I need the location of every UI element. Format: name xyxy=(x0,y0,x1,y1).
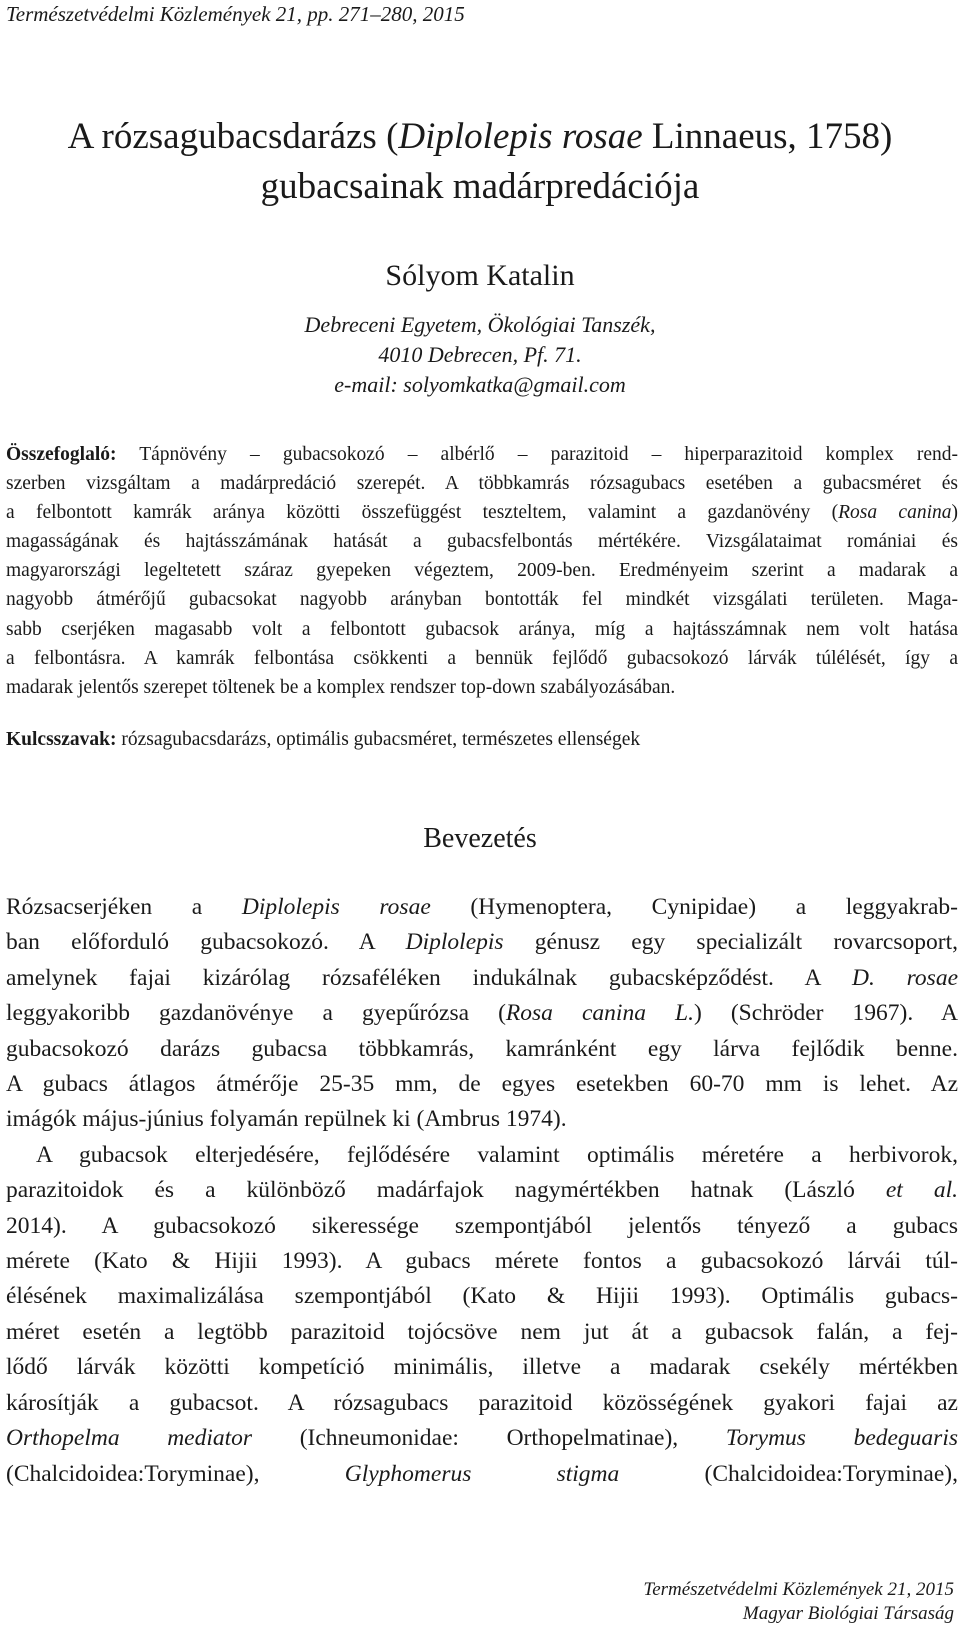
body-line xyxy=(6,890,958,925)
body-line xyxy=(6,961,958,996)
body-line xyxy=(6,1173,958,1208)
genus-name: Diplolepis xyxy=(405,929,504,956)
abstract-line xyxy=(6,498,958,527)
species-name: Glyphomerus stigma xyxy=(344,1460,620,1487)
abstract-label: Összefoglaló: xyxy=(6,444,117,465)
title-line-1 xyxy=(0,112,960,162)
body-text-run: ban előforduló gubacsokozó. A xyxy=(6,929,406,956)
title-text: A rózsagubacsdarázs ( xyxy=(67,116,399,157)
abstract-line xyxy=(6,440,958,469)
species-name: Rosa canina L. xyxy=(505,1000,694,1027)
title-species-name: Diplolepis rosae xyxy=(398,116,643,157)
body-line: lődő lárvák közötti kompetíció minimális, illetve a madarak csekély mértékben xyxy=(6,1354,958,1381)
body-text-run: (Hymenoptera, Cynipidae) a leggyakrab- xyxy=(430,894,958,920)
author-name: Sólyom Katalin xyxy=(385,259,575,292)
body-text-run: (Chalcidoidea:Toryminae), xyxy=(619,1460,958,1487)
abstract-species-name: Rosa canina xyxy=(838,502,952,524)
affiliation-line-2: 4010 Debrecen, Pf. 71. xyxy=(378,342,582,367)
abstract-line: magasságának és hajtásszámának hatását a gubacsfelbontás mértékére. Vizsgálataimat romániai és xyxy=(6,531,958,553)
body-text-run: (Chalcidoidea:Toryminae), xyxy=(6,1460,345,1487)
affiliation-line-1: Debreceni Egyetem, Ökológiai Tanszék, xyxy=(304,312,656,337)
body-line: gubacsokozó darázs gubacsa többkamrás, kamránként egy lárva fejlődik benne. xyxy=(6,1035,958,1062)
body-line: károsítják a gubacsot. A rózsagubacs parazitoid közösségének gyakori fajai az xyxy=(6,1389,958,1416)
body-text-run: leggyakoribb gazdanövénye a gyepűrózsa ( xyxy=(6,1000,506,1027)
body-line: méret esetén a legtöbb parazitoid tojócsöve nem jut át a gubacsok falán, a fej- xyxy=(6,1318,958,1345)
abstract-line: szerben vizsgáltam a madárpredáció szerepét. A többkamrás rózsagubacs esetében a gubacsméret és xyxy=(6,473,958,495)
abstract-line: magyarországi legeltetett száraz gyepeken végeztem, 2009-ben. Eredményeim szerint a madarak a xyxy=(6,560,958,582)
body-line: imágók május-június folyamán repülnek ki (Ambrus 1974). xyxy=(6,1106,567,1133)
section-heading: Bevezetés xyxy=(423,823,537,854)
citation-et-al: et al. xyxy=(885,1177,958,1204)
footer-journal: Természetvédelmi Közlemények 21, 2015 xyxy=(643,1579,954,1600)
author-affiliation xyxy=(0,310,960,400)
abstract xyxy=(6,440,958,702)
footer-publisher: Magyar Biológiai Társaság xyxy=(742,1603,954,1624)
body-line: A gubacs átlagos átmérője 25-35 mm, de egyes esetekben 60-70 mm is lehet. Az xyxy=(6,1071,958,1098)
abstract-line: nagyobb átmérőjű gubacsokat nagyobb arányban bontották fel mindkét vizsgálati területen. Maga- xyxy=(6,589,958,611)
body-line xyxy=(6,1421,958,1456)
species-name: Diplolepis rosae xyxy=(241,894,431,920)
body-line: A gubacsok elterjedésére, fejlődésére valamint optimális méretére a herbivorok, xyxy=(36,1141,958,1168)
page-footer xyxy=(643,1578,954,1626)
body-line xyxy=(6,996,958,1031)
abstract-text: a felbontott kamrák aránya közötti összefüggést teszteltem, valamint a gazdanövény ( xyxy=(6,502,839,524)
body-text xyxy=(6,890,958,1492)
keywords-text: rózsagubacsdarázs, optimális gubacsméret, természetes ellenségek xyxy=(116,729,641,750)
keywords-label: Kulcsszavak: xyxy=(6,729,117,750)
body-line xyxy=(6,1457,958,1492)
species-name: Torymus bedeguaris xyxy=(725,1425,959,1452)
abstract-text: Tápnövény – gubacsokozó – albérlő – parazitoid – hiperparazitoid komplex rend- xyxy=(116,444,958,465)
body-text-run: Rózsacserjéken a xyxy=(6,894,242,920)
body-text-run: ) (Schröder 1967). A xyxy=(693,1000,958,1027)
body-line: 2014). A gubacsokozó sikeressége szempontjából jelentős tényező a gubacs xyxy=(6,1212,958,1239)
body-text-run: parazitoidok és a különböző madárfajok nagymértékben hatnak (László xyxy=(6,1177,886,1204)
author-email: e-mail: solyomkatka@gmail.com xyxy=(334,372,626,397)
abstract-line: madarak jelentős szerepet töltenek be a komplex rendszer top-down szabályozásában. xyxy=(6,676,676,698)
article-title xyxy=(0,112,960,212)
species-name: Orthopelma mediator xyxy=(6,1425,253,1452)
abstract-line: sabb cserjéken magasabb volt a felbontott gubacsok aránya, míg a hajtásszámnak nem volt hatása xyxy=(6,618,958,640)
body-line: mérete (Kato & Hijii 1993). A gubacs mérete fontos a gubacsokozó lárvái túl- xyxy=(6,1248,958,1275)
species-name: D. rosae xyxy=(851,964,958,991)
body-text-run: (Ichneumonidae: Orthopelmatinae), xyxy=(252,1425,726,1452)
title-line-2: gubacsainak madárpredációja xyxy=(260,166,700,207)
body-line: élésének maximalizálása szempontjából (Kato & Hijii 1993). Optimális gubacs- xyxy=(6,1283,958,1310)
title-text: Linnaeus, 1758) xyxy=(642,116,893,157)
abstract-text: ) xyxy=(951,502,958,524)
keywords xyxy=(6,726,640,754)
body-text-run: amelynek fajai kizárólag rózsaféléken indukálnak gubacsképződést. A xyxy=(6,964,852,991)
body-line xyxy=(6,925,958,960)
body-text-run: génusz egy specializált rovarcsoport, xyxy=(503,929,958,956)
running-head: Természetvédelmi Közlemények 21, pp. 271–280, 2015 xyxy=(6,2,465,26)
abstract-line: a felbontásra. A kamrák felbontása csökkenti a bennük fejlődő gubacsokozó lárvák túlélését, így a xyxy=(6,647,958,669)
